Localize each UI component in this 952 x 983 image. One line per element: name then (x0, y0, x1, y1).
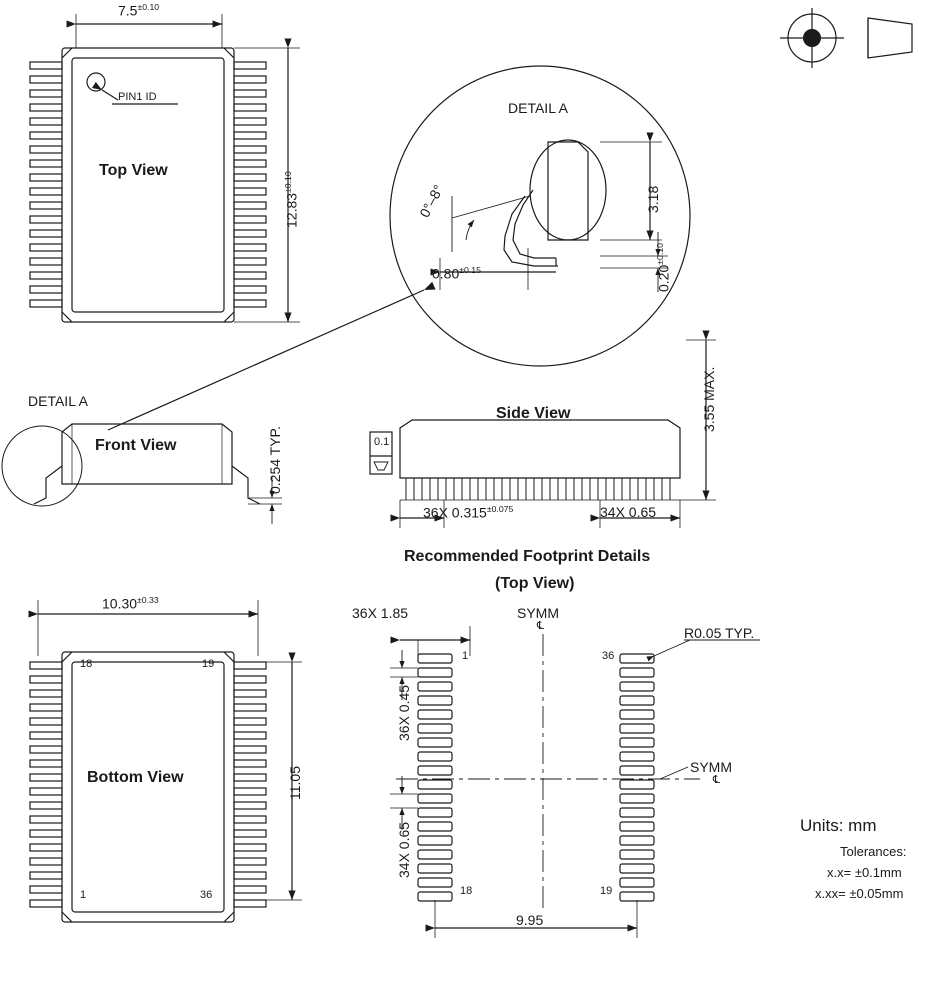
detail-a-angle-dim: 0°–8° (416, 182, 447, 221)
footprint-symm-right-glyph: ℄ (713, 774, 721, 786)
bottom-view-pin-1: 1 (80, 889, 87, 901)
footprint-corner-radius-label: R0.05 TYP. (684, 625, 755, 641)
bottom-view-label: Bottom View (87, 769, 184, 786)
top-view-height-dim: $12.83^{\pm 0.10}$ (283, 171, 300, 228)
units-note: Units: mm (800, 816, 877, 835)
bottom-view-width-dim: $10.30^{\pm 0.33}$ (102, 595, 159, 612)
detail-a-front-label: DETAIL A (28, 393, 88, 409)
footprint-pin-19: 19 (600, 885, 613, 897)
footprint-symm-top-label: SYMM (517, 605, 559, 621)
footprint-pad-pitch-dim: 34X 0.65 (396, 821, 412, 878)
footprint-pin-1: 1 (462, 650, 469, 662)
side-view-max-height-dim: 3.55 MAX. (701, 366, 717, 432)
footprint-symm-top-glyph: ℄ (537, 620, 545, 632)
detail-a-title: DETAIL A (508, 100, 568, 116)
bottom-view-pin-18: 18 (80, 658, 93, 670)
front-view-label: Front View (95, 437, 177, 454)
bottom-view-height-dim: 11.05 (287, 766, 303, 800)
footprint-pin-36: 36 (602, 650, 615, 662)
footprint-pin-18: 18 (460, 885, 473, 897)
top-view-label: Top View (99, 162, 168, 179)
footprint-pad-length-dim: 36X 0.45 (396, 684, 412, 741)
tolerances-label: Tolerances: (840, 844, 907, 859)
top-view-width-dim: $7.5^{\pm 0.10}$ (118, 2, 160, 19)
tolerance-line-2: x.xx= ±0.05mm (815, 886, 904, 901)
footprint-overall-width-dim: 9.95 (516, 912, 544, 928)
detail-a-foot-dim: $0.80^{\pm 0.15}$ (432, 265, 481, 282)
side-view-pin-width-dim: 36X $0.315^{\pm 0.075}$ (423, 504, 514, 521)
bottom-view-pin-36: 36 (200, 889, 213, 901)
detail-a-lead-height-dim: 3.18 (645, 185, 661, 213)
flatness-value: 0.1 (374, 436, 390, 448)
detail-a-thickness-dim: $0.20^{\pm 0.10}$ (655, 243, 672, 292)
pin1-id-label: PIN1 ID (118, 91, 157, 103)
footprint-title: Recommended Footprint Details (404, 548, 651, 565)
bottom-view-pin-19: 19 (202, 658, 215, 670)
side-view-label: Side View (496, 405, 571, 422)
tolerance-line-1: x.x= ±0.1mm (827, 865, 902, 880)
front-view-standoff-dim: 0.254 TYP. (267, 426, 283, 494)
footprint-pad-span-dim: 36X 1.85 (352, 605, 409, 621)
footprint-subtitle: (Top View) (495, 575, 575, 592)
side-view-pitch-dim: 34X 0.65 (600, 504, 657, 520)
footprint-symm-right-label: SYMM (690, 759, 732, 775)
